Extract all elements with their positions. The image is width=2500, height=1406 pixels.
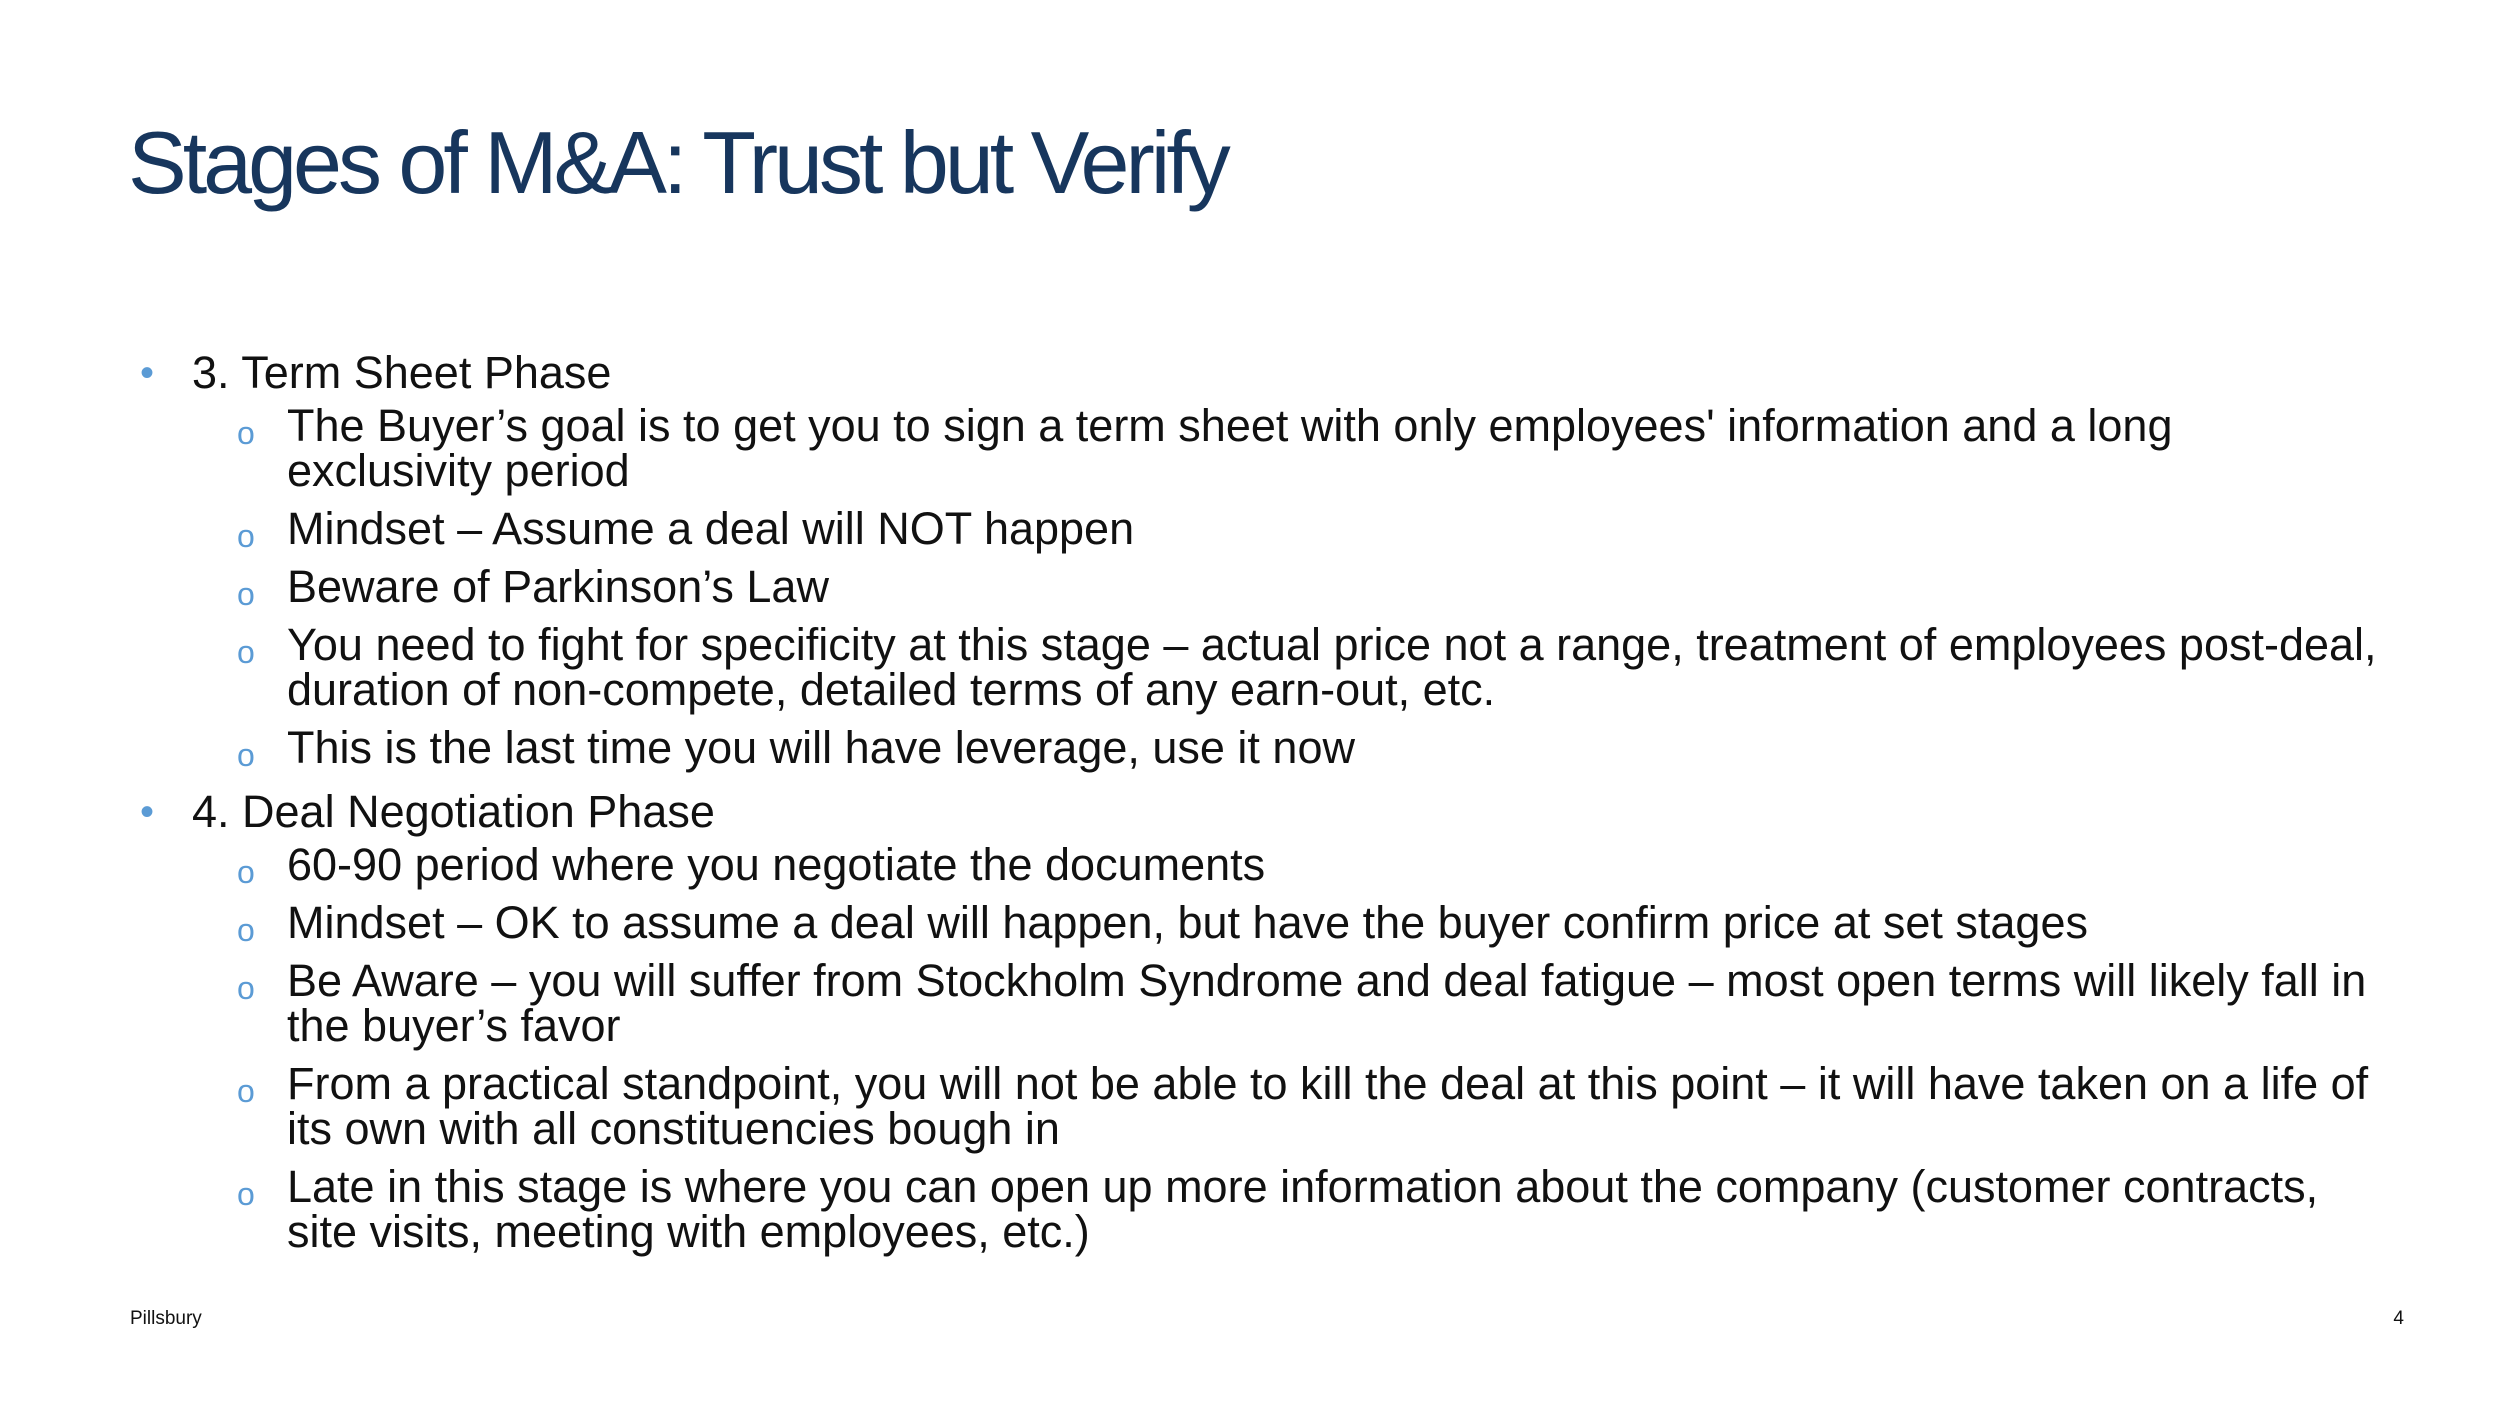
section-heading: 3. Term Sheet Phase	[192, 347, 612, 398]
list-item	[237, 897, 2380, 948]
list-item-text: You need to fight for specificity at this stage – actual price not a range, treatment of employees post-deal, duration of non-compete, detailed terms of any earn-out, etc.	[287, 619, 2377, 715]
list-item-text: Beware of Parkinson’s Law	[287, 561, 829, 612]
hollow-circle-icon: o	[237, 634, 255, 670]
list-item	[237, 619, 2380, 715]
section-deal-negotiation	[140, 784, 2380, 1257]
list-item	[237, 722, 2380, 773]
hollow-circle-icon: o	[237, 912, 255, 948]
list-item	[237, 503, 2380, 554]
slide-body	[140, 345, 2380, 1267]
list-item	[237, 561, 2380, 612]
hollow-circle-icon: o	[237, 1176, 255, 1212]
list-item-text: Mindset – Assume a deal will NOT happen	[287, 503, 1135, 554]
list-item	[237, 400, 2380, 496]
sub-list	[192, 400, 2380, 773]
list-item	[237, 1161, 2380, 1257]
list-item-text: Late in this stage is where you can open up more information about the company (customer contracts, site visits, meeting with employees, etc.)	[287, 1161, 2319, 1257]
list-item-text: 60-90 period where you negotiate the documents	[287, 839, 1266, 890]
hollow-circle-icon: o	[237, 415, 255, 451]
list-item	[237, 955, 2380, 1051]
list-item-text: Mindset – OK to assume a deal will happen, but have the buyer confirm price at set stages	[287, 897, 2088, 948]
hollow-circle-icon: o	[237, 737, 255, 773]
list-item	[237, 1058, 2380, 1154]
hollow-circle-icon: o	[237, 518, 255, 554]
filled-dot-icon: •	[140, 351, 155, 395]
list-item	[237, 839, 2380, 890]
hollow-circle-icon: o	[237, 1073, 255, 1109]
footer-brand: Pillsbury	[130, 1308, 202, 1329]
hollow-circle-icon: o	[237, 576, 255, 612]
page-number: 4	[2393, 1308, 2404, 1329]
list-item-text: Be Aware – you will suffer from Stockholm Syndrome and deal fatigue – most open terms will likely fall in the buyer’s favor	[287, 955, 2367, 1051]
slide-title: Stages of M&A: Trust but Verify	[128, 113, 1227, 212]
section-heading: 4. Deal Negotiation Phase	[192, 786, 715, 837]
section-term-sheet	[140, 345, 2380, 773]
filled-dot-icon: •	[140, 790, 155, 834]
list-item-text: From a practical standpoint, you will not be able to kill the deal at this point – it will have taken on a life of its own with all constituencies bough in	[287, 1058, 2369, 1154]
list-item-text: The Buyer’s goal is to get you to sign a term sheet with only employees' information and a long exclusivity period	[287, 400, 2173, 496]
hollow-circle-icon: o	[237, 970, 255, 1006]
list-item-text: This is the last time you will have leverage, use it now	[287, 722, 1355, 773]
sub-list	[192, 839, 2380, 1257]
hollow-circle-icon: o	[237, 854, 255, 890]
